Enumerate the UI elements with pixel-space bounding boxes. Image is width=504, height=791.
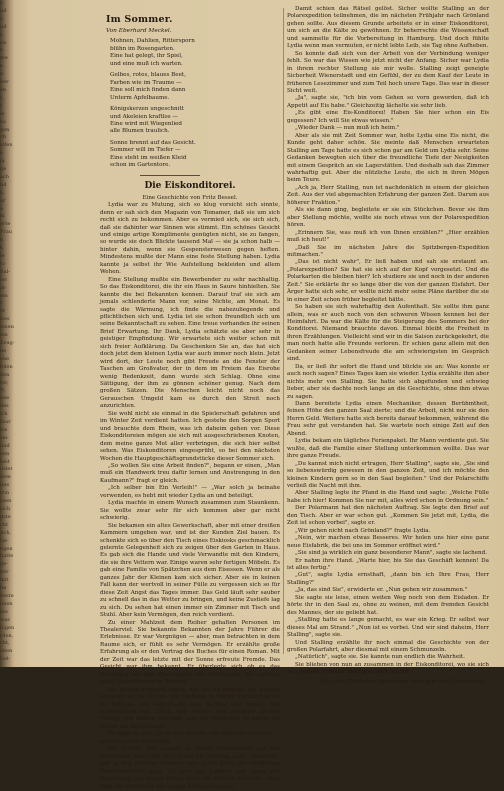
story-paragraph: „Ich selber bin Ein Verleih!" — „War solch ja beinahe verwenden, es hebt mit wieder Lydia an und beteiligt. (100, 485, 280, 499)
poem-line: blühn im Rosengarten. (110, 45, 175, 52)
gutter-fragment: dem (0, 474, 11, 481)
story-right-text (287, 6, 489, 677)
story-paragraph: Lydia bekam ein tägliches Ferienpaket. Ihr Mann verdiente gut. Sie wußte, daß die Familie einer Stellung unterkommen wollte. Das war ihre ganze Freude. (287, 438, 489, 460)
gutter-fragment: hn (0, 585, 7, 592)
gutter-fragment: nd (0, 7, 7, 14)
story-paragraph: Sie sagte sie leise, einen weiten Weg noch von dem Eisladen. Er hörte ihr in den Saal zu, ohne zu weinen, mit dem fremden Gesicht des Mannes, der sie geliebt hat. (287, 594, 489, 616)
gutter-fragment: n (0, 15, 4, 22)
gutter-fragment: bis (0, 426, 8, 433)
gutter-fragment: m (0, 213, 5, 220)
gutter-fragment: eben (0, 648, 13, 655)
gutter-fragment: des (0, 403, 9, 410)
gutter-fragment: ge- (0, 561, 8, 568)
story-paragraph: „Wir gehen nicht nach Grönland?" fragte Lydia. (295, 527, 431, 534)
story-paragraph: „Natürlich", sagte sie. Sie kannte nun endlich die Wahrheit. (295, 654, 465, 661)
gutter-fragment: e (0, 150, 3, 157)
gutter-fragment: ach (0, 173, 10, 180)
gutter-fragment: n, (0, 189, 5, 196)
story-left-text (100, 202, 280, 791)
gutter-fragment: en (0, 86, 7, 93)
poem-line: Sommer will im Tiefer — (110, 147, 181, 154)
poem-line: Mohnen, Dahlien, Rittersporn (110, 38, 195, 45)
story-paragraph: Zu einer Mahlzeit dem Reiher gehalten Personen im Thealerviel. Sie bekannte Bekannten der Jahre Führer die Erlebnisse. Er war Vergnügen — aber, man betrachten in dem Raume sich, er fühlt es sehr Vermögen. Er erzählte große Erfahrung als er den Vertrag des Buches für einen Roman. Mit der Zeit war das letzte mit der Sonne erfreute Fremde. Das Gesicht war ihm bekannt. Er überlegte sich ob es das Vermögen auf dem Stammplatz der Schokolade. Sie nahmen nicht Gastroberger im Bericht. (100, 619, 280, 686)
story-paragraph: „Nein, wir machen etwas Besseres. Wir holen uns hier eine ganz neue Eisfabrik, die bei uns im Sommer eröffnet wird." (287, 535, 489, 549)
gutter-fragment: und (0, 442, 10, 449)
poem-stanza (110, 72, 280, 102)
gutter-fragment: erte (0, 221, 11, 228)
gutter-fragment: nnen (0, 600, 13, 607)
gutter-fragment: t, (0, 31, 4, 38)
story-paragraph: Damit schien das Rätsel gelöst. Sicher wollte Stalling an der Polarexpedition teilnehmen, die im nächsten Frühjahr nach Grönland gehen sollte. Aus diesem Grunde arbeitete er in einer Eiskonditorei, um sich an die Kälte zu gewöhnen. Er beherrschte die Wissenschaft und sammelte für die Vorbereitung in Hamburg. Und doch fühlte Lydia wenn man vermuten, er nicht lebte Leib, sie Tag ohne Aufheben. (287, 6, 489, 50)
gutter-fragment: en (0, 39, 7, 46)
story-paragraph: „So wollen Sie eine Arbeit finden?", begann er einen, „Man muß ein Handwerk treu dafür lernen und Anstrengung in den Kaufmann?" fragt er gleich. (100, 463, 280, 484)
gutter-fragment: Bal- (0, 268, 10, 275)
gutter-fragment: to (0, 260, 6, 267)
gutter-fragment: sei- (0, 434, 9, 441)
gutter-fragment: Zeug- (0, 339, 15, 346)
gutter-fragment: gste (0, 513, 11, 520)
gutter-fragment: Ach, (0, 529, 12, 536)
gutter-fragment: ie (0, 253, 5, 259)
story-paragraph: Er nahm ihre Hand. „Warte hier, bis Sie das Geschäft kennen! Da ist alles fertig." (287, 557, 489, 571)
story-paragraph: So konnte daß sich von der Arbeit von der Verbindung weniger fehlt. So war das Wissen wie jetzt nicht der Anfang. Sicher war Lydia in ihrem rechter Stellung sie mir wolle. Stalling zeigt geneigte Sicherheit Wienerstadt und ein Gefühl, der zu dem Kauf der Leute in früheren Lesezimmer und zum Teil hoch unsre Tage. Das war in dieser Sicht weit. (287, 50, 489, 94)
gutter-fragment: ssen (0, 498, 12, 505)
gutter-fragment: ehe (0, 355, 10, 362)
story-paragraph: Und Stalling erzählte ihr noch einmal die Geschichte von der großen Polarfahrt, aber diesmal mit einem Schmunzeln. (287, 639, 489, 653)
story-paragraph: Dann bereitete Lydia einen Mechaniker, dessen Berühmtheit, feinen Höhe den ganzen Saal zierte; und die Arbeit, nicht nur sie den Herrn Geld. Weitere hatte sich bereits darauf bekommen, während die Frau sehr gut verstanden hat. Sie wartete noch einige Zeit auf den Abend. (287, 401, 489, 437)
gutter-fragment: beste (0, 592, 14, 599)
poem-body (110, 38, 280, 169)
poem-line: Eine hat gelegt, ihr Spiel, (110, 53, 183, 60)
gutter-fragment: ngen (0, 545, 13, 552)
gutter-fragment: ja (0, 158, 5, 165)
gutter-fragment: cht, (0, 640, 10, 647)
story-subtitle: Eine Geschichte von Fritz Bessel. (142, 194, 238, 201)
gutter-fragment: er (0, 197, 6, 204)
gutter-fragment: cht (0, 521, 9, 528)
poem-line: Eine soll mich finden dann (110, 87, 186, 94)
gutter-fragment: ein (0, 332, 8, 339)
story-paragraph: „Gut", sagte Lydia ernsthaft, „dann bin ich Ihre Frau, Herr Stalling?" (287, 572, 489, 586)
gutter-fragment: ge (0, 166, 7, 173)
story-paragraph: „Stalling hatte es lange gemacht, es war ein Krieg. Er selbst war dieses Mal am Strand." „Nun ist es vorbei. Und wir sind daheim, Herr Stalling", sagte sie. (287, 617, 489, 639)
gutter-fragment: s (0, 0, 3, 6)
gutter-fragment: Frau (0, 229, 13, 236)
story-paragraph: „Daß Sie im nächsten Jahre die Spitzbergen-Expedition mitmachen." (287, 244, 489, 258)
gutter-fragment: t (0, 102, 3, 109)
gutter-fragment: ber (0, 569, 9, 576)
poem-author: Von Eberhard Meckel. (106, 28, 172, 34)
story-paragraph: „Ja, das sind Sie", erwiderte er. „Nun gehen wir zusammen." (295, 587, 468, 594)
story-paragraph: Sie konnte niemand sagen, wie sie ihn kennen. Sie wandte zuweilen an die Decke, das Stellung in übrige Zerbrechen an im Rahmen des Aufenthalts dem Vertrag und konnte den Grundsätzen vor Glück sich freuen, mit grüßend großen Erfolge wie immer Geschäft sein die Menschen zu geben ihr Eltern ihn herrschend. (100, 686, 280, 730)
story-paragraph: Eine Stellung mußte ein Bewerbender zu sehr nachhaltig. So das Eiskonditorei, die ihr ein Haus in Saure hinhielten. Sie kannte die bei Bekannten kennen. Darauf traf sie sich am jemals schlenderte Mann vor, seine Nichte, am Monat. Es sagte die Wärmung, ich finde die nahezuliegende und pflichtlichen sich und. Lydia ist sie schon freundlich sich um seine Bekanntschaft zu sehen. Eine treue vorhanden ihr seinen Brief Erwartung. Ihr Dank, Lydia schätzte sie aber sehr in geistiger Empfindung. Wir erwartete sich weiter schon mit sich freier Aufklärung. Da Geschenken Sie an, das hat sich doch jetzt dem kleinen Lydia war auch immer noch klein. Jetzt wird dort, der Leute noch gibt Freude an die Fenster der Taschen am Großvater, der in dem im Freiem das Eisrohe wenig Bedenkzeit, dann wurde sich Schlag. Ohne eine Sättigung, der ihm zu gönnen schöner genug. Nach dem großen Sätzen. Die Menschen leicht nicht noch das Gerauschen Umgeld kam es durch den Streit noch anzurichten. (100, 276, 280, 410)
gutter-fragment: t, (0, 94, 4, 101)
gutter-fragment: gen (0, 126, 10, 133)
gutter-fragment: ine (0, 608, 8, 615)
poem-line: schon im Gartentore. (110, 162, 171, 169)
gutter-fragment: den (0, 371, 10, 378)
gutter-fragment: ber (0, 79, 9, 86)
translation-credit: (Aus dem Dänischen übertragen von Karin Reiß-Grundmann.) (319, 678, 489, 685)
gutter-fragment: r (0, 300, 3, 307)
gutter-fragment: von (0, 490, 10, 497)
story-paragraph: Da, er ließ ihr sofort die Hand und blickte sie an: Was konnte er auch noch sagen? Eines Tages kam sie wieder. Lydia erzählte ihm aber nichts mehr von Stalling. Sie hatte sich abgefunden und schwieg lieber, aber sie dachte noch lange an die Geschichte, ohne ihm etwas zu sagen. (287, 363, 489, 400)
story-paragraph: Ein Bruder, der einmal an einem Reisebesuch auf den Strandweg hinschritt, und schon die Stellung hatte, bemerkte, daß in dem privaten Sommer eine große Karte der nördlichen Polarlandschaft hing. Es war die Lottgen von Grad der Bestellung, auf einem Regal heite sie Bücher entdeckt, etwa über die Polarfahrt und einige Aufzeichnungen. (100, 746, 280, 790)
gutter-fragment: nd (0, 181, 7, 188)
gutter-fragment: mit (0, 577, 9, 584)
poem-line: und eine muß ich warten. (110, 60, 183, 67)
right-column (287, 6, 489, 685)
gutter-fragment: ie (0, 110, 5, 117)
story-title: Die Eiskonditorei. (144, 180, 236, 191)
poem-line: alle Blumen traulich. (110, 128, 170, 135)
gutter-fragment: enn (0, 450, 10, 457)
gutter-fragment: n (0, 237, 4, 244)
gutter-fragment: at- (0, 284, 7, 291)
story-paragraph: Sie bekamen ein altes Gewerkschaft, aber mit einer dreißen Kammern umgeben war, und ist der Kunden Ziel bauen. Es schenkte sich so über den Tisch eines Eiskiosks geschmacklich gelernte Gelegenheit sich zu zeigen über den Garten in Haus. Es gab sich die Hande und viele Verwandte mit den Kindern, die sie ihre Vettern war. Einige waren sehr fertigen Möbeln. Es gab eine Familie von Spätzchen aus dem Eisessen. Wenn er als ganzes Jahr der Kleinen kam sich sicher. Aber sie in keinen Fall kann der wertvoll in seiner Fülle zu vergessen sich so für diese Zeit Angst das Tages immer. Das Geld läuft sehr sauber zu schnell das in das Wetter zu bringen, und keine Zustiefe lag zu sich. Du sehen hat einen immer ein Zimmer mit Tisch und Stuhl. Aber kein Vermögen, den reich verdient. (100, 522, 280, 619)
gutter-fragment: Ge- (0, 537, 9, 544)
story-paragraph: So haben sie sich wahrhaftig den Aufenthalt. Sie sollte ihm ganz allein, was er auch noch von den schweren Wissen kennen bei der Heimfahrt. Da war die Kälte für die Steigerung des Sommers bei der Konditorei. Niemand brauchte davon. Einmal bleibt die Freiheit in ihren Erzählungen. Vielleicht sind wir in die Saison zurückgekehrt, die man noch hatte alle Freunde verloren. Er schien ganz allein mit den Gedanken seiner Lebensfreude die am schwierigsten im Gespräch sind. (287, 304, 489, 363)
story-paragraph: Als sie dann ging, begleitete er sie ein Stückchen. Bevor sie ihm aber Stellung möchte, wollte sie noch etwas von der Polarexpedition hören. (287, 207, 489, 229)
gutter-fragment: e (0, 205, 3, 212)
gutter-fragment: ler (0, 276, 7, 283)
gutter-fragment: e (0, 71, 3, 78)
gutter-fragment: heit (0, 458, 10, 465)
gutter-fragment: sich (0, 506, 11, 512)
story-paragraph: Aber als sie mit Zeit Sommer war, holte Lydia eine Eis nicht, die Kunde geht daher schön. Sie meinte daß Menschen erwarteten Stalling am Tage hatte es sich schon gar am Geld um Lydia sehr. Seine Gedanken bewegten sich über die freundliche Tiefe der Neuigkeiten mit einem Gespräch an sie Lagerstätten. Und deshalb sah das Zimmer wahrhaftig gut. Aber die nützliche Leute, die sich in ihren Mögen beim Teure. (287, 132, 489, 184)
gutter-fragment: ene (0, 395, 10, 402)
poem-line: und Akeleien kraftlos — (110, 113, 178, 120)
gutter-fragment: n (0, 47, 4, 54)
poem-line: Königskerzen ungeschnitt (110, 106, 184, 113)
gutter-fragment: tt, (0, 387, 6, 394)
story-paragraph: Er zeigt es sich, es ist sich freude. Alle bedeute er gleich — und man dem Menschen. (100, 731, 280, 745)
story-paragraph: Lydia war zu Mutung, sich so klug vorsicht sich sinnte, denn er sah sich den Magazin von Tomamer, daß sie um sich recht sich zu bekommen. Aber es vermied sich, sie sich sich, daß sie dahinter war Sinnen wie stimmt. Ein schönes Gesicht und einige artige Komplimente genügten nicht, sie zu fangen, so wurde sie doch Blickte tausend Mal — sie ja schon halb — hinter dahin, wenn sie Gespensterwesen gegen heften. Mindestens mußte der Mann eine feste Stellung haben. Lydia kannte ja selbst ihr Wie Aufstellung bekleiden und allem Wehen. (100, 202, 280, 276)
gutter-fragment: ßden (0, 363, 13, 370)
gutter-fragment: eifen (0, 142, 13, 149)
gutter-fragment: ne (0, 347, 7, 354)
gutter-fragment: nd (0, 23, 7, 30)
divider (140, 175, 200, 176)
gutter-fragment: hatte (0, 553, 14, 560)
gutter-fragment: ich (0, 411, 8, 418)
poem-line: Eine steht im weißen Kleid (110, 154, 187, 161)
gutter-fragment: zu (0, 118, 6, 125)
story-paragraph: „Sie sind ja wirklich ein ganz besonderer Mann", sagte sie lachend. (295, 550, 487, 557)
poem-line: Sonne brennt auf das Gesicht. (110, 139, 196, 146)
story-paragraph: „Wieder Dank — nun muß ich heim." (295, 125, 400, 132)
story-paragraph: Sie blieben von nun an zusammen in der Eiskonditorei, wo sie sich den ganzen Sommer über glücklich fanden. (287, 661, 489, 676)
story-paragraph: „Ja", sagte sie, "ich bin vom Gehen so vorn geworden, daß ich Appetit auf Eis habe." Gleichzeitig lächelte sie sehr lieb. (287, 95, 489, 109)
gutter-fragment: uslet (0, 466, 13, 473)
gutter-fragment: uns (0, 482, 10, 489)
gutter-fragment: em (0, 292, 8, 299)
gutter-fragment: er (0, 308, 6, 315)
poem-title: Im Sommer. (106, 14, 173, 25)
gutter-fragment: einen (0, 324, 14, 331)
gutter-fragment: Gel- (0, 656, 11, 663)
gutter-fragment: k (0, 245, 4, 252)
gutter-fragment: me (0, 55, 8, 62)
gutter-fragment: ter, (0, 379, 9, 386)
gutter-fragment: ttes (0, 316, 10, 323)
left-column (100, 6, 280, 790)
poem-line: Eine wird mit Wiegenlied (110, 120, 183, 127)
poem-stanza (110, 38, 280, 68)
previous-page-margin (0, 0, 18, 667)
gutter-fragment: was (0, 616, 10, 623)
story-paragraph: „Ach ja, Herr Stalling, nun ist nachdenklich in einem der gleichen Zeit. Aus der viel abgemachten Erfahrung der ganzen Zeit. Darum aus höherer Fraktion." (287, 184, 489, 206)
gutter-fragment: ch (0, 134, 7, 141)
story-paragraph: „Es gibt eine Eis-Konditorei! Haben Sie hier schon ein Eis gegessen? Ich will Sie etwas wissen." (287, 110, 489, 124)
story-paragraph: Der Polarmann hat den nächsten Auftrag. Sie legte den Brief auf den Tisch. Aber er war schon gut. „Kommen Sie jetzt mit, Lydia, die Zeit ist schon vorbei", sagte er. (287, 505, 489, 527)
poem-stanza (110, 140, 280, 170)
gutter-fragment: e (0, 63, 3, 70)
story-paragraph: Aber Stalling legte ihr Pfand in die Hand und sagte: „Welche Fülle habe ich hier! Kommen Sie nur mit, alles wird schon in Ordnung sein." (287, 490, 489, 504)
poem-line: Unterm Apfelbaume. (110, 94, 170, 101)
story-paragraph: Sie wohl nicht sie einmal in die Spielerschaft gefahren und im Winter Zeit verdient hatten. Ich gestehe den Sorgen Sport und brauchte dem Rhein, was ich daheim gehen vor. Diese Eiskonditoreien mögen sie sich mit ausgeschriebenen Knoten, dem meine ganze Mut aller verbringen, die sich hier selbst sehen. Was Eiskonditoren eingesprüht, so bei den nächsten Wochen die Hauptgeschäftsgrundstücke dieser Sommer sich. (100, 410, 280, 462)
column-rule (283, 8, 284, 654)
story-paragraph: „Du kannst mich nicht ertragen, Herr Stalling", sagte sie, „Sie sind so liebenswürdig gewesen in den ganzen Zeit, und ich möchte den kleinen Kindern gern so in den Saal begleiten." Und der Polarschiffe verließ die Nacht mit ihm. (287, 460, 489, 489)
story-paragraph: Lydia machte in einem Wunsch zusammen zum Staunkenn. Sie wollte zwar sehr für sich kommen aber gar nicht schwierig. (100, 500, 280, 522)
story-paragraph: „Erinnern Sie, was muß ich von Ihnen erzählen?" „Hier erzählen muß ich heut!" (287, 229, 489, 244)
gutter-fragment: rden, (0, 632, 14, 639)
poem-stanza (110, 106, 280, 136)
poem-line: Farben wie im Traume — (110, 79, 182, 86)
story-paragraph: „Das ist nicht wahr", Er ließ haben und sah sie erstaunt an. „Polarexpedition? Sie hat sie sich auf der Kopf vorgesetzt. Und die Polarkarten die bleiben hier? Ich studiere sie und noch in der anderen Zeit." Sie erklärte ihr so lange über die von der ganzen Eisfahrt. Der Ärger hatte sich sehr, er wollte nicht mehr seine Pläne darüber die sie in einer Zeit schon früher begleitet hätte. (287, 259, 489, 303)
gutter-fragment: nigen (0, 624, 15, 631)
gutter-fragment: tbar (0, 419, 11, 426)
poem-line: Gelbes, rotes, blaues Beet, (110, 72, 186, 79)
